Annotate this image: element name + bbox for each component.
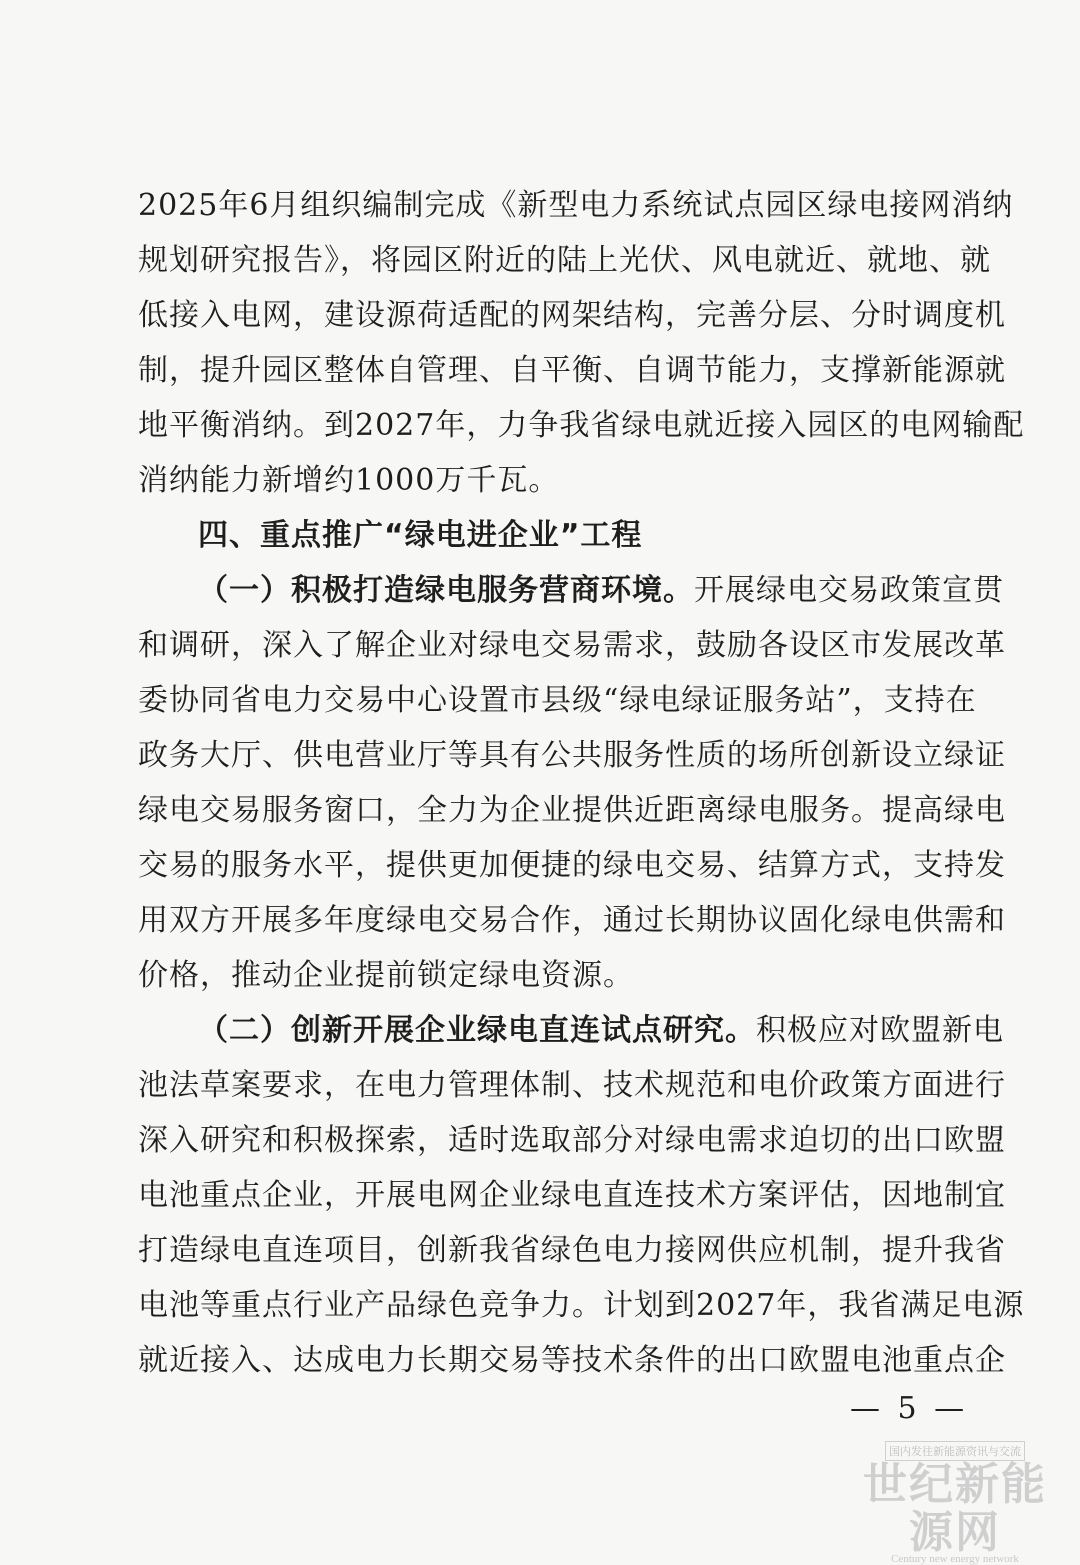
paragraph-line: 绿电交易服务窗口，全力为企业提供近距离绿电服务。提高绿电 (138, 793, 1006, 828)
paragraph-line: 委协同省电力交易中心设置市县级“绿电绿证服务站”，支持在 (138, 683, 977, 718)
item-1-first-line (138, 563, 1004, 618)
item-2-first-rest: 积极应对欧盟新电 (756, 1013, 1004, 1048)
watermark (860, 1440, 1050, 1565)
item-1-lead: （一）积极打造绿电服务营商环境。 (198, 573, 694, 608)
paragraph-line: 政务大厅、供电营业厅等具有公共服务性质的场所创新设立绿证 (138, 738, 1006, 773)
paragraph-line: 电池重点企业，开展电网企业绿电直连技术方案评估，因地制宜 (138, 1178, 1006, 1213)
paragraph-line: 2025年6月组织编制完成《新型电力系统试点园区绿电接网消纳 (138, 188, 1014, 223)
paragraph-line: 地平衡消纳。到2027年，力争我省绿电就近接入园区的电网输配 (138, 408, 1025, 443)
paragraph-line: 电池等重点行业产品绿色竞争力。计划到2027年，我省满足电源 (138, 1288, 1025, 1323)
item-2-lead: （二）创新开展企业绿电直连试点研究。 (198, 1013, 756, 1048)
paragraph-line: 制，提升园区整体自管理、自平衡、自调节能力，支撑新能源就 (138, 353, 1006, 388)
paragraph-line: 打造绿电直连项目，创新我省绿色电力接网供应机制，提升我省 (138, 1233, 1006, 1268)
watermark-logo-text: 世纪新能源网 (863, 1459, 1047, 1558)
watermark-small-text: 国内发往新能源资讯与交流 (885, 1441, 1025, 1461)
body-text (138, 178, 1025, 1388)
paragraph-line: 池法草案要求，在电力管理体制、技术规范和电价政策方面进行 (138, 1068, 1006, 1103)
section-heading: 四、重点推广“绿电进企业”工程 (198, 518, 643, 553)
page-number: — 5 — (850, 1391, 969, 1426)
paragraph-line: 规划研究报告》，将园区附近的陆上光伏、风电就近、就地、就 (138, 243, 991, 278)
item-2-first-line (138, 1003, 1004, 1058)
paragraph-line: 消纳能力新增约1000万千瓦。 (138, 463, 560, 498)
paragraph-line: 交易的服务水平，提供更加便捷的绿电交易、结算方式，支持发 (138, 848, 1006, 883)
paragraph-line: 和调研，深入了解企业对绿电交易需求，鼓励各设区市发展改革 (138, 628, 1006, 663)
paragraph-line: 用双方开展多年度绿电交易合作，通过长期协议固化绿电供需和 (138, 903, 1006, 938)
item-1-first-rest: 开展绿电交易政策宣贯 (694, 573, 1004, 608)
paragraph-line: 深入研究和积极探索，适时选取部分对绿电需求迫切的出口欧盟 (138, 1123, 1006, 1158)
paragraph-line: 就近接入、达成电力长期交易等技术条件的出口欧盟电池重点企 (138, 1343, 1006, 1378)
paragraph-line: 价格，推动企业提前锁定绿电资源。 (138, 958, 634, 993)
watermark-english-text: Century new energy network (891, 1553, 1019, 1565)
paragraph-line: 低接入电网，建设源荷适配的网架结构，完善分层、分时调度机 (138, 298, 1006, 333)
